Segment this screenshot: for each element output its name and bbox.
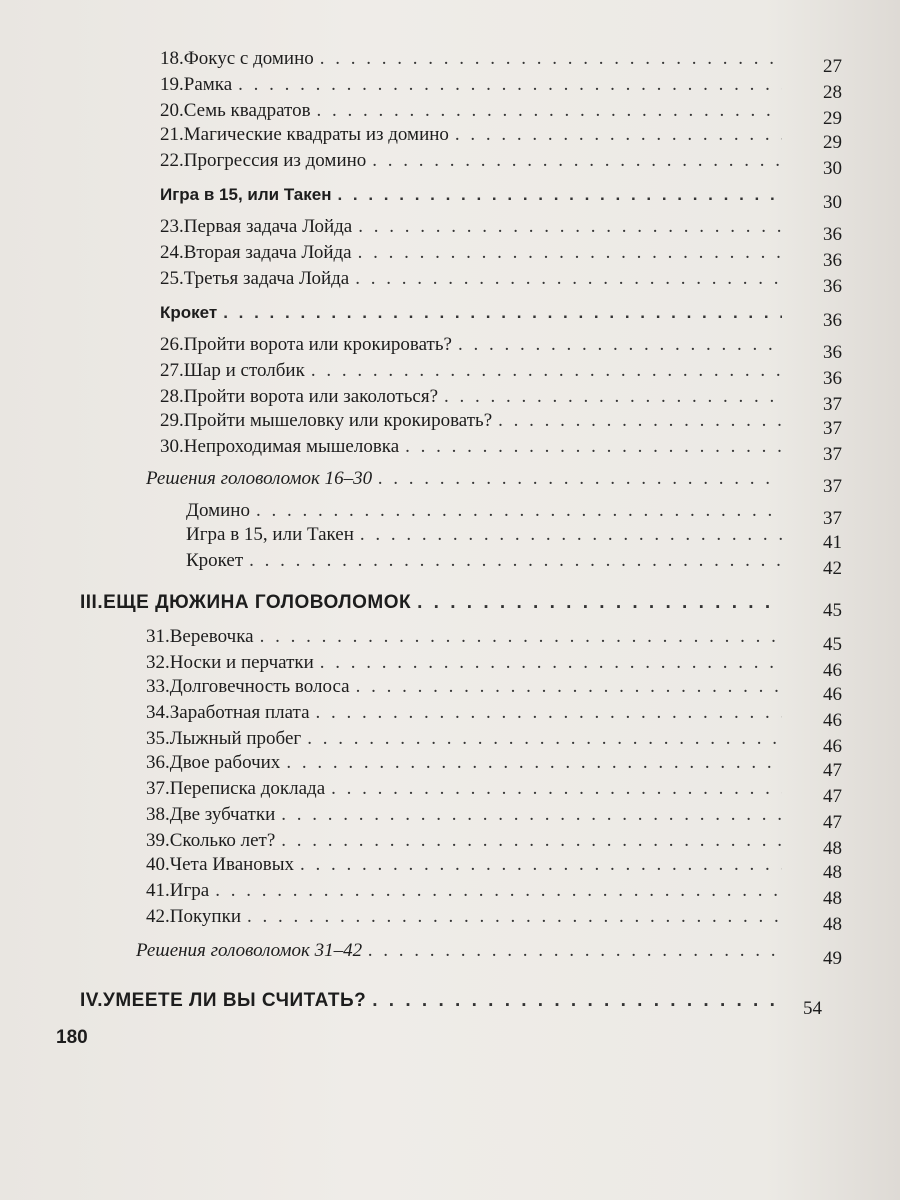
entry-number: 19. — [160, 74, 184, 95]
toc-entry — [146, 778, 790, 800]
dot-leader — [358, 216, 782, 238]
dot-leader — [286, 752, 782, 774]
entry-title: Игра в 15, или Такен — [160, 185, 332, 204]
entry-number: 25. — [160, 268, 184, 289]
dot-leader — [331, 778, 782, 800]
entry-page: 48 — [823, 914, 842, 935]
toc-entry — [160, 184, 790, 206]
entry-title: Веревочка — [169, 626, 254, 647]
entry-number: 35. — [146, 728, 170, 749]
entry-page: 30 — [823, 158, 842, 179]
dot-leader — [320, 652, 782, 674]
dot-leader — [337, 184, 782, 206]
entry-page: 36 — [823, 250, 842, 271]
entry-page: 46 — [823, 710, 842, 731]
entry-title: Носки и перчатки — [169, 652, 314, 673]
entry-page: 46 — [823, 736, 842, 757]
dot-leader — [444, 386, 782, 408]
toc-entry — [146, 804, 790, 826]
entry-page: 45 — [823, 634, 842, 655]
entry-title: Две зубчатки — [169, 804, 276, 825]
dot-leader — [360, 524, 782, 546]
dot-leader — [311, 360, 782, 382]
dot-leader — [316, 702, 782, 724]
entry-number: 28. — [160, 386, 184, 407]
entry-title: Крокет — [186, 550, 244, 571]
entry-page: 36 — [823, 342, 842, 363]
entry-page: 47 — [823, 786, 842, 807]
entry-page: 49 — [823, 948, 842, 969]
toc-entry — [160, 410, 790, 432]
entry-title: Пройти ворота или заколоться? — [183, 386, 438, 407]
entry-number: 24. — [160, 242, 184, 263]
entry-title: Лыжный пробег — [169, 728, 302, 749]
entry-number: 23. — [160, 216, 184, 237]
entry-page: 48 — [823, 838, 842, 859]
entry-title: Сколько лет? — [169, 830, 276, 851]
entry-title: Решения головоломок 31–42 — [136, 940, 363, 961]
toc-entry — [146, 652, 790, 674]
entry-page: 28 — [823, 82, 842, 103]
entry-title: Магические квадраты из домино — [183, 124, 449, 145]
entry-title: Пройти мышеловку или крокировать? — [183, 410, 493, 431]
dot-leader — [417, 592, 782, 614]
entry-number: 27. — [160, 360, 184, 381]
dot-leader — [368, 940, 782, 962]
entry-page: 37 — [823, 508, 842, 529]
entry-title: Решения головоломок 16–30 — [146, 468, 373, 489]
dot-leader — [355, 268, 782, 290]
entry-title: Семь квадратов — [183, 100, 311, 121]
entry-number: 21. — [160, 124, 184, 145]
toc-entry — [160, 334, 790, 356]
entry-page: 29 — [823, 108, 842, 129]
entry-number: 41. — [146, 880, 170, 901]
entry-title: Долговечность волоса — [169, 676, 350, 697]
entry-page: 36 — [823, 368, 842, 389]
entry-title: Игра в 15, или Такен — [186, 524, 354, 545]
entry-page: 37 — [823, 444, 842, 465]
toc-entry — [160, 386, 790, 408]
entry-page: 37 — [823, 418, 842, 439]
entry-number: 36. — [146, 752, 170, 773]
dot-leader — [356, 676, 782, 698]
entry-page: 46 — [823, 684, 842, 705]
entry-title: Первая задача Лойда — [183, 216, 353, 237]
entry-page: 36 — [823, 310, 842, 331]
entry-number: 40. — [146, 854, 170, 875]
entry-number: 29. — [160, 410, 184, 431]
toc-entry — [160, 436, 790, 458]
dot-leader — [260, 626, 782, 648]
entry-page: 30 — [823, 192, 842, 213]
entry-number: 31. — [146, 626, 170, 647]
dot-leader — [223, 302, 782, 324]
entry-title: Третья задача Лойда — [183, 268, 350, 289]
toc-entry — [146, 728, 790, 750]
entry-number: 39. — [146, 830, 170, 851]
entry-page: 42 — [823, 558, 842, 579]
toc-entry — [186, 524, 790, 546]
entry-page: 48 — [823, 862, 842, 883]
entry-number: 42. — [146, 906, 170, 927]
toc-entry — [146, 468, 790, 490]
entry-page: 27 — [823, 56, 842, 77]
entry-title: Домино — [186, 500, 250, 521]
page-number: 180 — [56, 1027, 88, 1048]
entry-page: 47 — [823, 760, 842, 781]
toc-entry — [160, 150, 790, 172]
entry-number: III. — [80, 592, 104, 613]
toc-entry — [146, 702, 790, 724]
dot-leader — [458, 334, 782, 356]
dot-leader — [455, 124, 782, 146]
toc-entry — [160, 242, 790, 264]
entry-title: Пройти ворота или крокировать? — [183, 334, 452, 355]
entry-page: 54 — [803, 998, 822, 1019]
entry-page: 37 — [823, 394, 842, 415]
entry-title: Двое рабочих — [169, 752, 281, 773]
entry-number: 22. — [160, 150, 184, 171]
dot-leader — [247, 906, 782, 928]
entry-title: Заработная плата — [169, 702, 310, 723]
entry-number: 26. — [160, 334, 184, 355]
dot-leader — [372, 150, 782, 172]
entry-title: Игра — [169, 880, 210, 901]
toc-entry — [160, 74, 790, 96]
dot-leader — [256, 500, 782, 522]
entry-page: 36 — [823, 276, 842, 297]
dot-leader — [307, 728, 782, 750]
toc-entry — [186, 500, 790, 522]
toc-entry — [146, 854, 790, 876]
toc-entry — [160, 100, 790, 122]
entry-title: Покупки — [169, 906, 241, 927]
toc-entry — [146, 830, 790, 852]
toc-entry — [146, 676, 790, 698]
dot-leader — [281, 830, 782, 852]
entry-number: 33. — [146, 676, 170, 697]
entry-page: 41 — [823, 532, 842, 553]
entry-title: Фокус с домино — [183, 48, 314, 69]
toc-entry — [146, 626, 790, 648]
entry-page: 45 — [823, 600, 842, 621]
entry-page: 48 — [823, 888, 842, 909]
toc-entry — [160, 216, 790, 238]
entry-page: 36 — [823, 224, 842, 245]
entry-number: IV. — [80, 990, 103, 1011]
entry-title: Прогрессия из домино — [183, 150, 367, 171]
dot-leader — [320, 48, 782, 70]
dot-leader — [378, 468, 782, 490]
entry-title: Чета Ивановых — [169, 854, 295, 875]
dot-leader — [215, 880, 782, 902]
dot-leader — [358, 242, 782, 264]
entry-title: УМЕЕТЕ ЛИ ВЫ СЧИТАТЬ? — [103, 990, 367, 1011]
dot-leader — [249, 550, 782, 572]
entry-number: 20. — [160, 100, 184, 121]
dot-leader — [498, 410, 782, 432]
toc-entry — [136, 940, 790, 962]
entry-number: 30. — [160, 436, 184, 457]
entry-page: 46 — [823, 660, 842, 681]
entry-title: Рамка — [183, 74, 233, 95]
entry-number: 18. — [160, 48, 184, 69]
toc-entry — [80, 990, 790, 1012]
toc-entry — [160, 48, 790, 70]
toc-entry — [186, 550, 790, 572]
entry-number: 34. — [146, 702, 170, 723]
dot-leader — [300, 854, 782, 876]
toc-entry — [160, 268, 790, 290]
entry-title: Вторая задача Лойда — [183, 242, 352, 263]
entry-title: Переписка доклада — [169, 778, 326, 799]
toc-entry — [146, 906, 790, 928]
entry-title: ЕЩЕ ДЮЖИНА ГОЛОВОЛОМОК — [103, 592, 412, 613]
entry-page: 47 — [823, 812, 842, 833]
dot-leader — [405, 436, 782, 458]
dot-leader — [317, 100, 782, 122]
entry-number: 38. — [146, 804, 170, 825]
dot-leader — [372, 990, 782, 1012]
entry-title: Крокет — [160, 303, 218, 322]
dot-leader — [238, 74, 782, 96]
entry-number: 37. — [146, 778, 170, 799]
toc-entry — [146, 752, 790, 774]
toc-entry — [146, 880, 790, 902]
entry-page: 29 — [823, 132, 842, 153]
dot-leader — [281, 804, 782, 826]
entry-title: Непроходимая мышеловка — [183, 436, 400, 457]
toc-entry — [160, 360, 790, 382]
entry-number: 32. — [146, 652, 170, 673]
toc-entry — [160, 124, 790, 146]
toc-entry — [80, 592, 790, 614]
entry-title: Шар и столбик — [183, 360, 305, 381]
toc-entry — [160, 302, 790, 324]
entry-page: 37 — [823, 476, 842, 497]
